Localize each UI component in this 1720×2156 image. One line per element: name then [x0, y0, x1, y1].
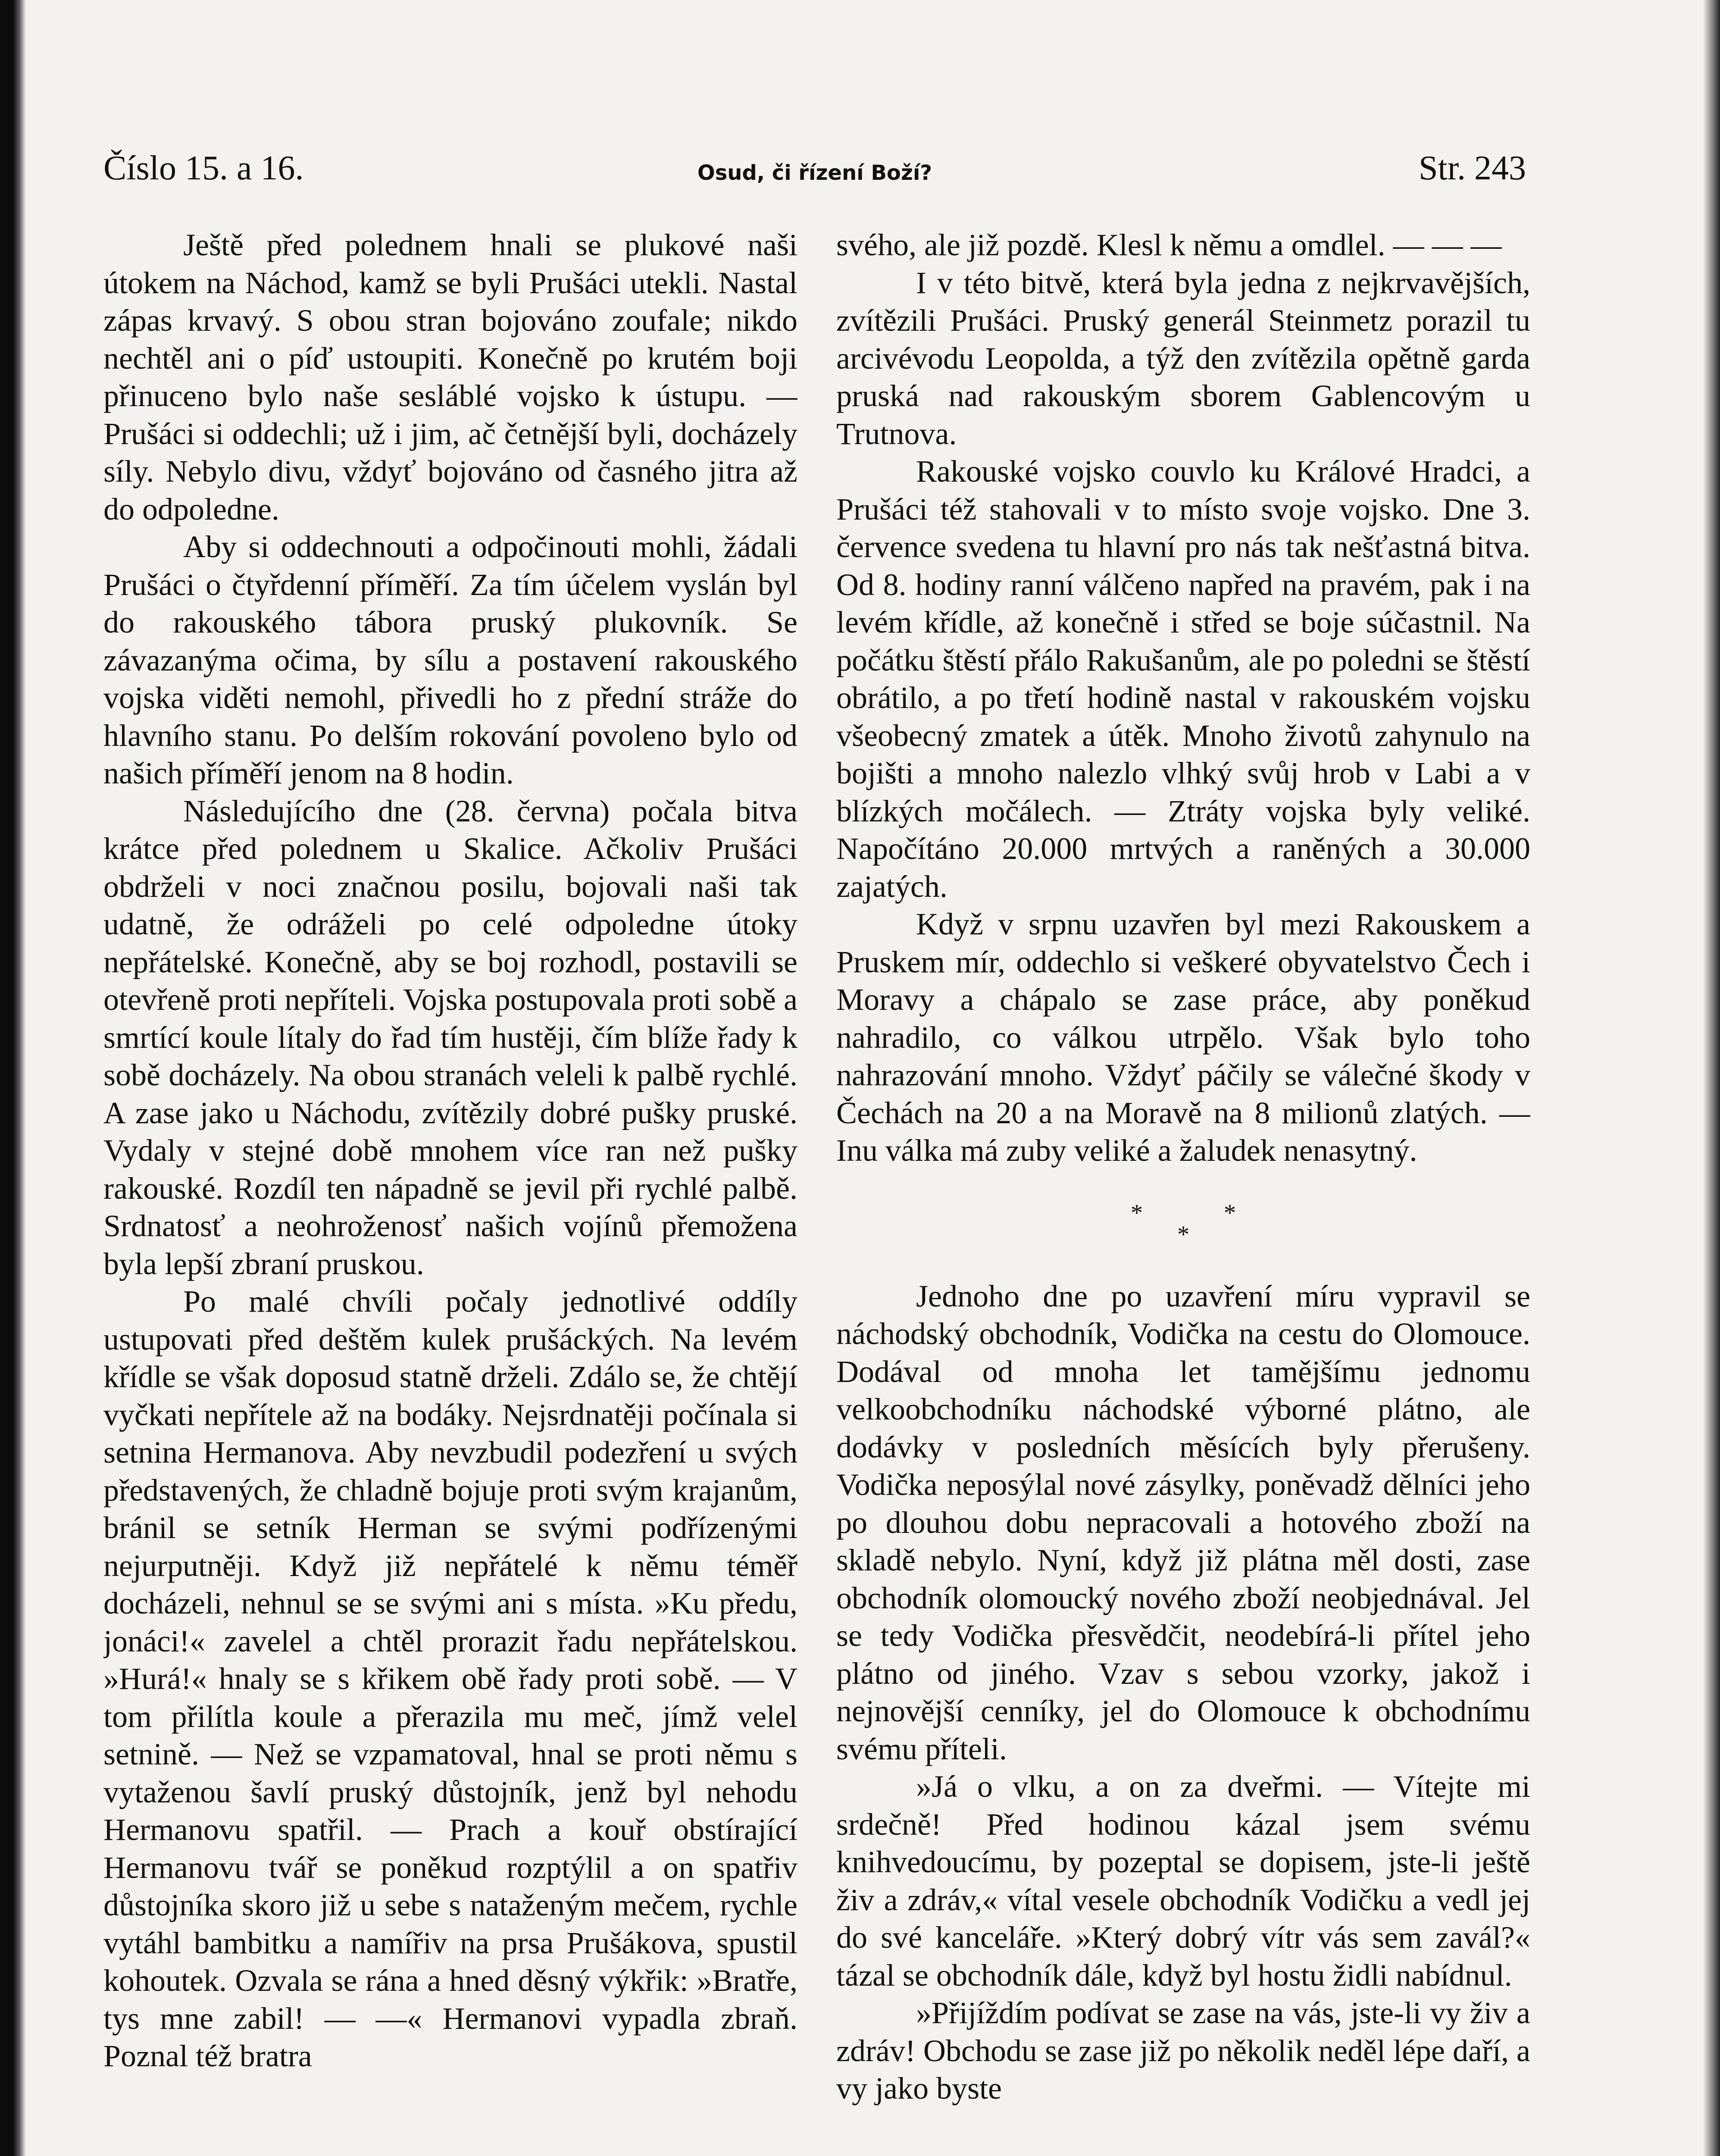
paragraph: Následujícího dne (28. června) počala bitva krátce před polednem u Skalice. Ačkoliv Prušáci obdrželi v noci značnou posilu, bojovali naši tak udatně, že odráželi po celé odpoledne útoky nepřátelské. Konečně, aby se boj rozhodl, postavili se otevřeně proti nepříteli. Vojska postupovala proti sobě a smrtící koule lítaly do řad tím hustěji, čím blíže řady k sobě docházely. Na obou stranách veleli k palbě rychlé. A zase jako u Náchodu, zvítězily dobré pušky pruské. Vydaly v stejné době mnohem více ran než pušky rakouské. Rozdíl ten nápadně se jevil při rychlé palbě. Srdnatosť a neohroženosť našich vojínů přemožena byla lepší zbraní pruskou.: [103, 793, 797, 1281]
paragraph: I v této bitvě, která byla jedna z nejkrvavějších, zvítězili Prušáci. Pruský generál Steinmetz porazil tu arcivévodu Leopolda, a týž den zvítězila opětně garda pruská nad rakouským sborem Gablencovým u Trutnova.: [836, 265, 1530, 451]
paragraph: Po malé chvíli počaly jednotlivé oddíly ustupovati před deštěm kulek prušáckých. Na levém křídle se však doposud statně drželi. Zdálo se, že chtějí vyčkati nepřítele až na bodáky. Nejsrdnatěji počínala si setnina Hermanova. Aby nevzbudil podezření u svých představených, že chladně bojuje proti svým krajanům, bránil se setník Herman se svými podřízenými nejurputněji. Když již nepřátelé k němu téměř docházeli, nehnul se se svými ani s místa. »Ku předu, jonáci!« zavelel a chtěl prorazit řadu nepřátelskou. »Hurá!« hnaly se s křikem obě řady proti sobě. — V tom přilítla koule a přerazila mu meč, jímž velel setnině. — Než se vzpamatoval, hnal se proti němu s vytaženou šavlí pruský důstojník, jenž byl nehodu Hermanovu spatřil. — Prach a kouř obstírající Hermanovu tvář se poněkud rozptýlil a on spatřiv důstojníka skoro již u sebe s nataženým mečem, rychle vytáhl bambitku a namířiv na prsa Prušákova, spustil kohoutek. Ozvala se rána a hned děsný výkřik: »Bratře, tys mne zabil! — —« Hermanovi vypadla zbraň. Poznal též bratra: [103, 1284, 797, 2073]
paragraph: Když v srpnu uzavřen byl mezi Rakouskem a Pruskem mír, oddechlo si veškeré obyvatelstvo Čech i Moravy a chápalo se zase práce, aby poněkud nahradilo, co válkou utrpělo. Však bylo toho nahrazování mnoho. Vždyť páčily se válečné škody v Čechách na 20 a na Moravě na 8 milionů zlatých. — Inu válka má zuby veliké a žaludek nenasytný.: [836, 907, 1530, 1168]
scan-edge-left: [0, 0, 26, 2156]
paragraph: svého, ale již pozdě. Klesl k němu a omdlel. — — —: [836, 228, 1502, 262]
right-column: [836, 226, 1530, 2156]
paragraph: Ještě před polednem hnali se plukové naši útokem na Náchod, kamž se byli Prušáci utekli. Nastal zápas krvavý. S obou stran bojováno zoufale; nikdo nechtěl ani o píď ustoupiti. Konečně po krutém boji přinuceno bylo naše sesláblé vojsko k ústupu. — Prušáci si oddechli; už i jim, ač četnější byli, docházely síly. Nebylo divu, vždyť bojováno od časného jitra až do odpoledne.: [103, 228, 797, 526]
asterisk: *: [1224, 1199, 1236, 1226]
paragraph: Aby si oddechnouti a odpočinouti mohli, žádali Prušáci o čtyřdenní příměří. Za tím účelem vyslán byl do rakouského tábora pruský plukovník. Se závazanýma očima, by sílu a postavení rakouského vojska viděti nemohl, přivedli ho z přední stráže do hlavního stanu. Po delším rokování povoleno bylo od našich příměří jenom na 8 hodin.: [103, 530, 797, 790]
paragraph: Rakouské vojsko couvlo ku Králové Hradci, a Prušáci též stahovali v to místo svoje vojsko. Dne 3. července svedena tu hlavní pro nás tak nešťastná bitva. Od 8. hodiny ranní válčeno napřed na pravém, pak i na levém křídle, až konečně i střed se boje súčastnil. Na počátku štěstí přálo Rakušanům, ale po poledni se štěstí obrátilo, a po třetí hodině nastal v rakouském vojsku všeobecný zmatek a útěk. Mnoho životů zahynulo na bojišti a mnoho nalezlo vlhký svůj hrob v Labi a v blízkých močálech. — Ztráty vojska byly veliké. Napočítáno 20.000 mrtvých a raněných a 30.000 zajatých.: [836, 454, 1530, 904]
running-title: Osud, či řízení Boží?: [697, 161, 932, 185]
paragraph: Jednoho dne po uzavření míru vypravil se náchodský obchodník, Vodička na cestu do Olomouce. Dodával od mnoha let tamějšímu jednomu velkoobchodníku náchodské výborné plátno, ale dodávky v posledních měsících byly přerušeny. Vodička neposýlal nové zásylky, poněvadž dělníci jeho po dlouhou dobu nepracovali a hotového zboží na skladě nebylo. Nyní, když již plátna měl dosti, zase obchodník olomoucký nového zboží neobjednával. Jel se tedy Vodička přesvědčit, neodebírá-li přítel jeho plátno od jiného. Vzav s sebou vzorky, jakož i nejnovější cenníky, jel do Olomouce k obchodnímu svému příteli.: [836, 1279, 1530, 1766]
section-separator: [836, 1199, 1530, 1248]
left-column: [103, 226, 797, 2156]
issue-number: Číslo 15. a 16.: [103, 149, 304, 187]
page-header: [103, 149, 1526, 196]
scan-edge-right: [1703, 0, 1720, 2156]
paragraph: »Já o vlku, a on za dveřmi. — Vítejte mi srdečně! Před hodinou kázal jsem svému knihvedoucímu, by pozeptal se dopisem, jste-li ještě živ a zdráv,« vítal vesele obchodník Vodičku a vedl jej do své kanceláře. »Který dobrý vítr vás sem zavál?« tázal se obchodník dále, když byl hostu židli nabídnul.: [836, 1769, 1530, 1993]
page-number: Str. 243: [1419, 149, 1526, 187]
asterisk: *: [1131, 1199, 1143, 1226]
paragraph: »Přijíždím podívat se zase na vás, jste-li vy živ a zdráv! Obchodu se zase již po několik neděl lépe daří, a vy jako byste: [836, 1996, 1530, 2106]
asterisk: *: [1177, 1221, 1189, 1248]
